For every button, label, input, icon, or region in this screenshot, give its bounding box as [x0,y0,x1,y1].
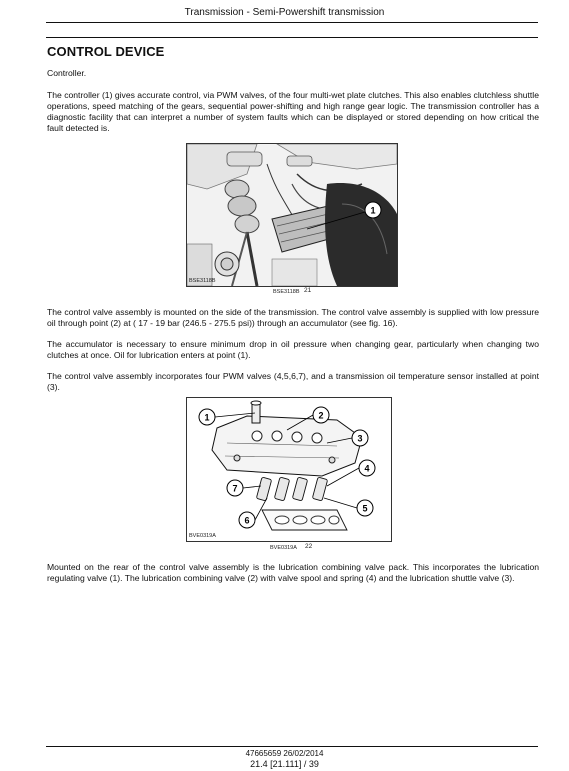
figure-21-code-below: BSE3118B [273,289,300,295]
paragraph-lubrication: Mounted on the rear of the control valve assembly is the lubrication combining valve pack. This incorporates the lubrication regulating valve (1). The lubrication combining valve (2) with valve spool and spring (4) and the lubrication shuttle valve (3). [47,562,539,583]
header-rule [46,22,538,23]
figure-22-callout-3: 3 [357,433,363,444]
section-subtitle: Controller. [47,68,87,78]
paragraph-control-valve: The control valve assembly is mounted on the side of the transmission. The control valve assembly is supplied with low pressure oil through point (2) at ( 17 - 19 bar (246.5 - 275.5 psi)) through an accumulator (see fig. 16). [47,307,539,328]
figure-22-image [186,397,392,542]
figure-22-callout-7: 7 [232,483,238,494]
figure-22-callout-5: 5 [362,503,368,514]
paragraph-accumulator: The accumulator is necessary to ensure minimum drop in oil pressure when changing gear, particularly when changing two clutches at once. Oil for lubrication enters at point (1). [47,339,539,360]
paragraph-controller: The controller (1) gives accurate control, via PWM valves, of the four multi-wet plate clutches. This also enables clutchless shuttle operations, speed matching of the gears, sequential power-shifting and high range gear logic. The transmission controller has a diagnostic facility that can interpret a number of system faults which can be displayed or stored depending on how critical the fault detected is. [47,90,539,133]
figure-22-callout-2: 2 [318,410,324,421]
section-rule [46,37,538,38]
footer-doc-number: 47665659 26/02/2014 [245,749,324,758]
figure-22-callout-4: 4 [364,463,370,474]
section-title: CONTROL DEVICE [47,44,165,59]
paragraph-pwm-valves: The control valve assembly incorporates four PWM valves (4,5,6,7), and a transmission oil temperature sensor installed at point (3). [47,371,539,392]
figure-21-image [186,143,398,287]
controller-photo [187,144,397,286]
figure-21-code: BSE3118B [189,278,216,284]
figure-22-code: BVE0319A [189,533,216,539]
figure-21-callout-1: 1 [370,205,376,216]
figure-21-number: 21 [304,287,312,294]
page-header: Transmission - Semi-Powershift transmission [184,7,385,18]
footer-page-number: 21.4 [21.111] / 39 [250,759,319,769]
figure-22-callout-6: 6 [244,515,250,526]
figure-22-callout-1: 1 [204,412,210,423]
footer-rule [46,746,538,747]
control-valve-diagram [187,398,391,541]
figure-22-code-below: BVE0319A [270,545,297,551]
figure-22-number: 22 [305,543,313,550]
